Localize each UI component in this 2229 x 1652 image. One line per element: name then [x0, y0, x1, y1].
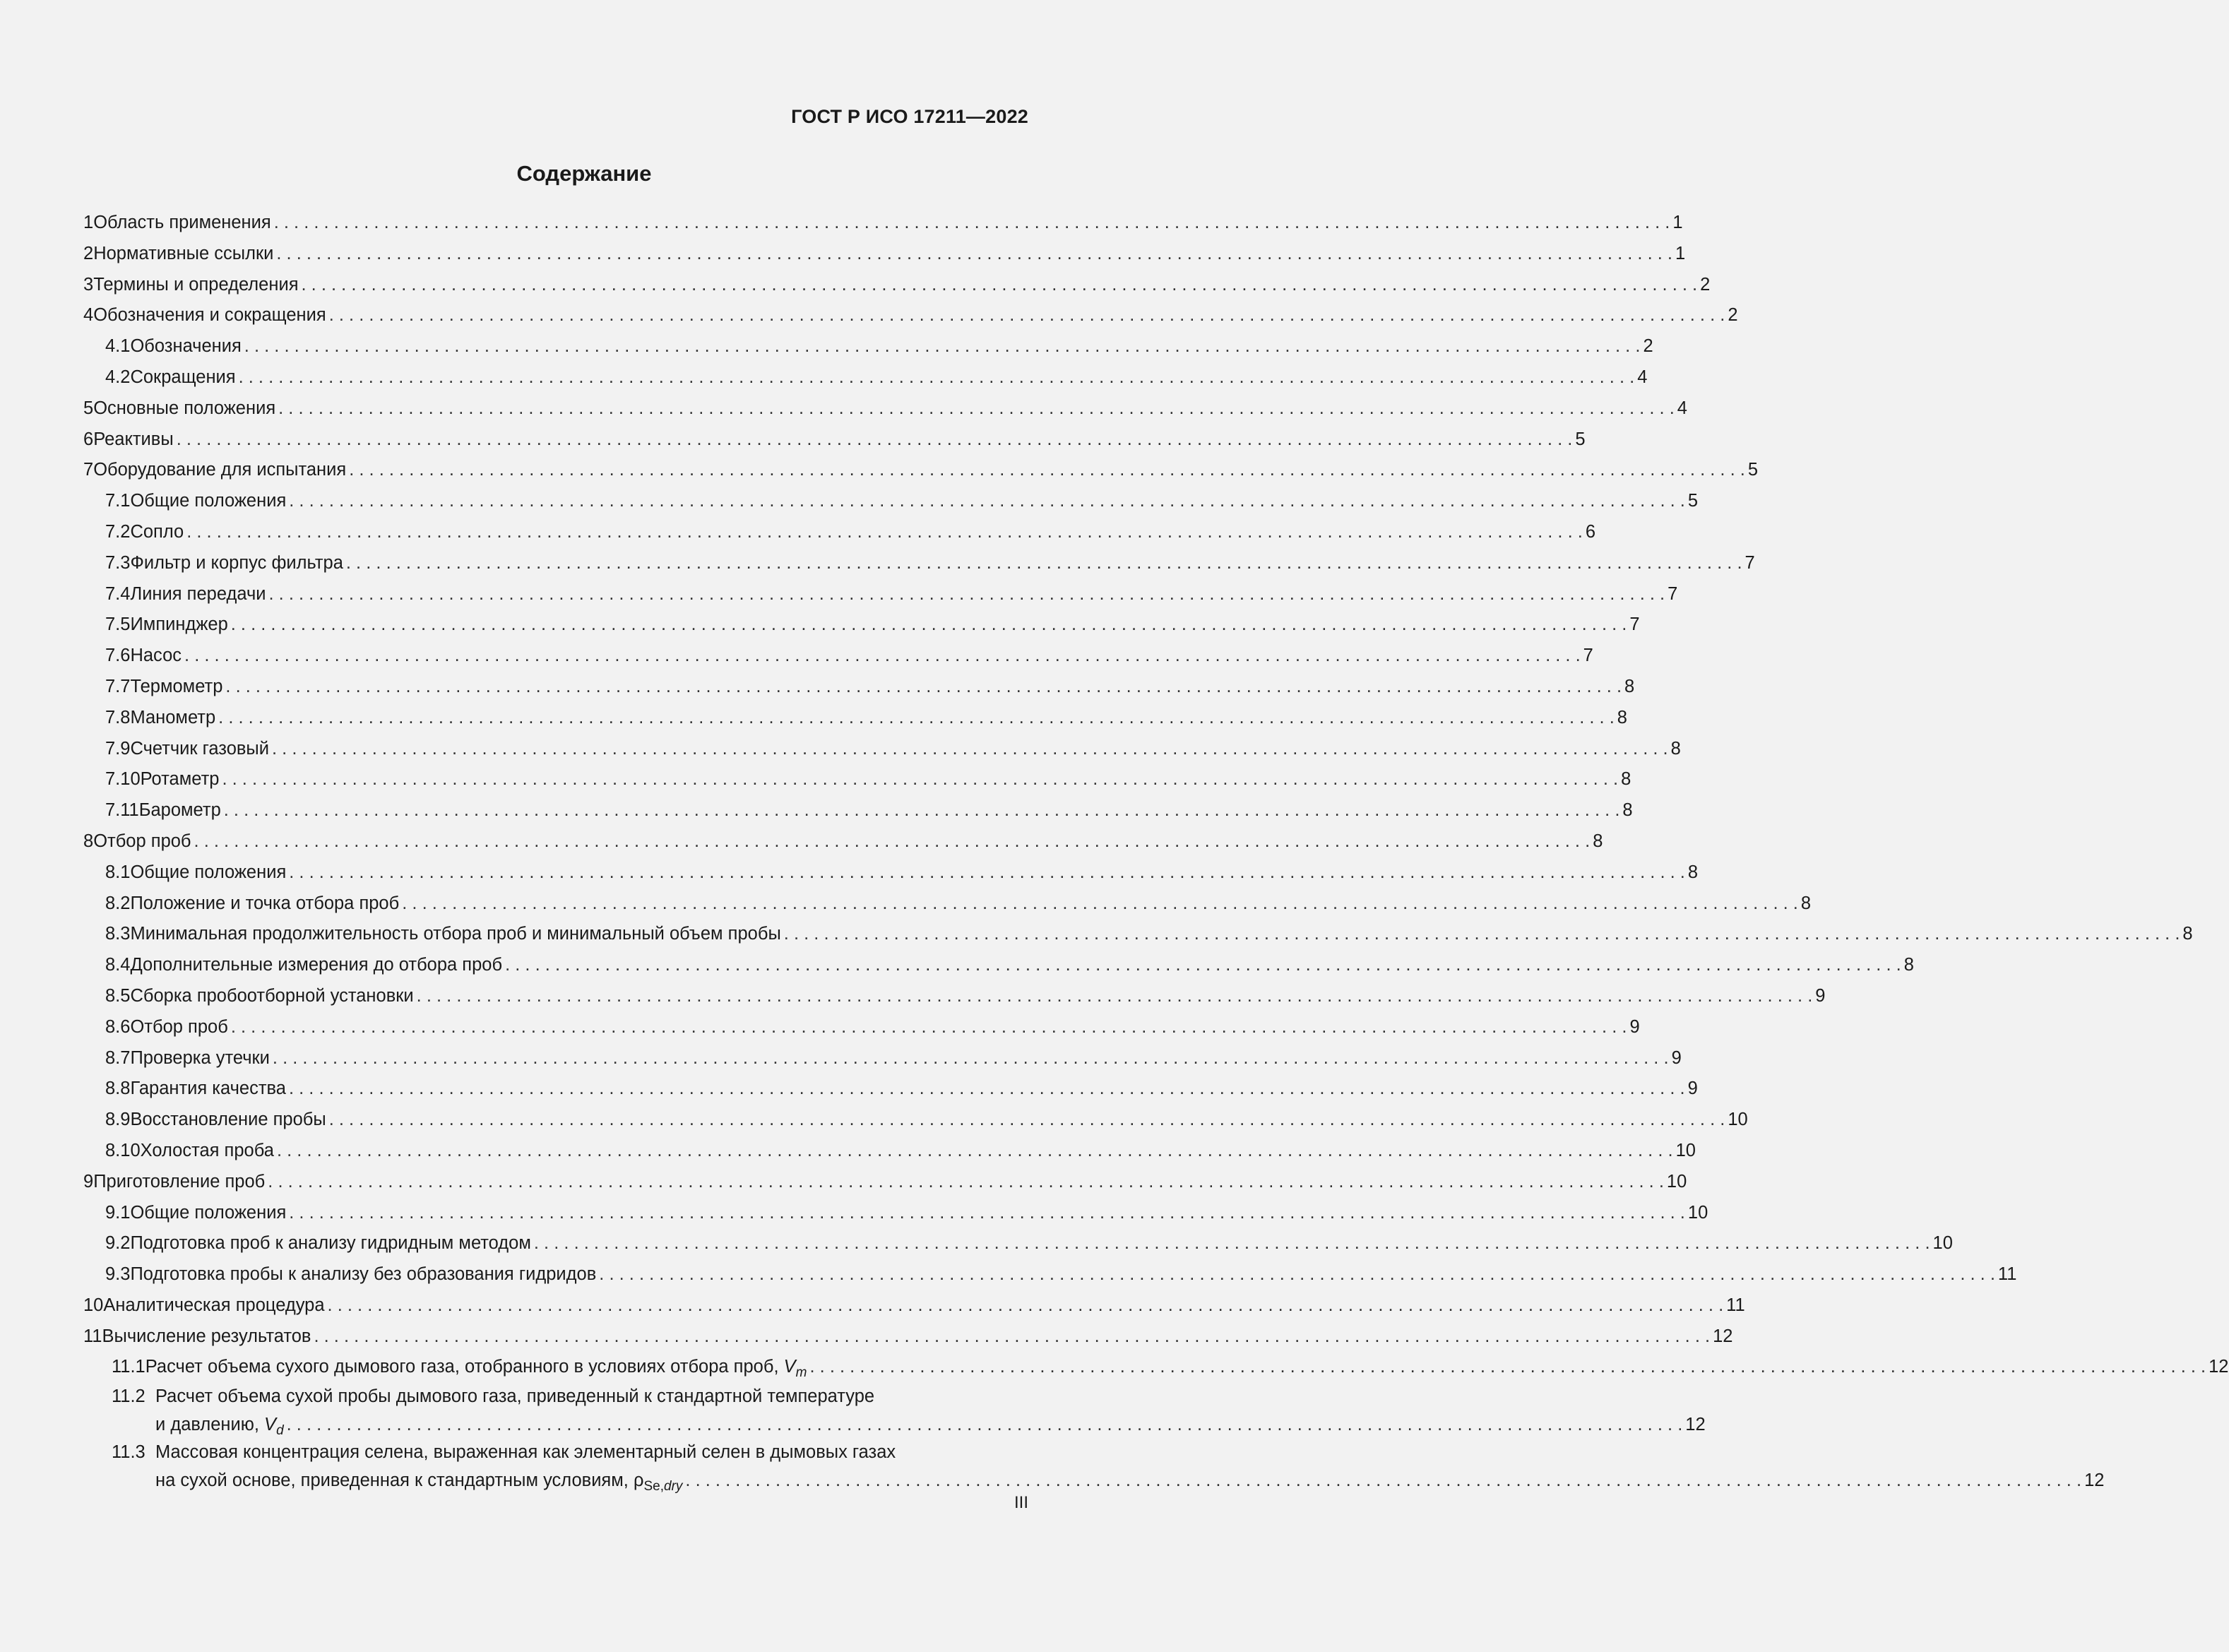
toc-leader-dots — [272, 734, 1668, 765]
toc-entry[interactable] — [83, 1105, 1748, 1136]
toc-entry[interactable] — [83, 1167, 1687, 1198]
toc-leader-dots — [534, 1228, 1930, 1259]
toc-leader-dots — [273, 1043, 1669, 1074]
toc-leader-dots — [289, 1074, 1685, 1105]
toc-entry-label: Массовая концентрация селена, выраженная как элементарный селен в дымовых газах — [155, 1442, 896, 1463]
toc-entry-number: 4 — [83, 305, 94, 326]
toc-entry-page: 7 — [1668, 583, 1678, 604]
toc-entry[interactable] — [83, 641, 1593, 672]
toc-entry[interactable] — [83, 1383, 1706, 1439]
toc-entry-page: 10 — [1687, 1202, 1708, 1223]
toc-entry-label: Дополнительные измерения до отбора проб — [130, 955, 503, 975]
toc-entry[interactable] — [83, 424, 1586, 456]
toc-entry-number: 7.11 — [105, 800, 139, 821]
toc-entry-number: 5 — [83, 398, 94, 418]
toc-entry-number: 8.3 — [105, 924, 131, 944]
toc-entry-page: 2 — [1643, 336, 1653, 357]
toc-entry[interactable] — [83, 826, 1603, 857]
table-of-contents — [83, 208, 2229, 1494]
toc-entry-number: 6 — [83, 429, 94, 449]
toc-leader-dots — [231, 610, 1627, 641]
toc-leader-dots — [184, 641, 1581, 672]
toc-entry-number: 11 — [83, 1326, 102, 1346]
toc-entry-label: Подготовка пробы к анализу без образования гидридов — [130, 1264, 597, 1285]
toc-entry-label: Положение и точка отбора проб — [130, 893, 400, 913]
toc-entry[interactable] — [83, 208, 1683, 239]
page-number: III — [1014, 1493, 1028, 1512]
toc-leader-dots — [685, 1466, 2081, 1494]
toc-entry-label: Счетчик газовый — [130, 738, 269, 759]
toc-entry-label: Общие положения — [130, 491, 287, 511]
toc-entry[interactable] — [83, 239, 1686, 270]
toc-entry-number: 3 — [83, 274, 94, 295]
toc-entry-page: 10 — [1932, 1233, 1953, 1254]
toc-entry-number: 7.2 — [105, 521, 131, 542]
toc-leader-dots — [276, 239, 1672, 270]
toc-leader-dots — [302, 270, 1698, 301]
toc-entry-page: 7 — [1583, 646, 1593, 666]
toc-leader-dots — [268, 1167, 1664, 1198]
toc-leader-dots — [289, 486, 1685, 517]
toc-leader-dots — [222, 764, 1618, 795]
toc-entry-label: Расчет объема сухой пробы дымового газа, приведенный к стандартной температуре — [155, 1386, 875, 1407]
toc-leader-dots — [417, 981, 1813, 1012]
toc-leader-dots — [287, 1410, 1683, 1439]
toc-entry-number: 9.2 — [105, 1233, 131, 1254]
toc-leader-dots — [599, 1259, 1995, 1290]
toc-entry-label: Барометр — [138, 800, 221, 821]
toc-entry-label: Нормативные ссылки — [93, 243, 274, 263]
toc-entry-label-cont: на сухой основе, приведенная к стандартным условиям, $\rho_{Se,dry}$ — [155, 1470, 683, 1494]
toc-entry-label: Отбор проб — [130, 1016, 228, 1037]
toc-entry-number: 7.10 — [105, 769, 141, 790]
toc-entry-label: Манометр — [130, 707, 216, 727]
toc-entry-page: 11 — [1997, 1264, 2017, 1285]
toc-entry-page: 8 — [1687, 862, 1699, 882]
toc-entry-number: 8.10 — [105, 1140, 141, 1160]
toc-entry-label: Насос — [130, 646, 182, 666]
toc-entry-page: 8 — [1593, 831, 1603, 851]
toc-entry[interactable] — [83, 703, 1627, 734]
toc-entry-label: Сопло — [130, 521, 184, 542]
toc-entry[interactable] — [83, 950, 1914, 981]
toc-leader-dots — [329, 300, 1725, 331]
toc-entry-number: 11.2 — [112, 1386, 145, 1407]
toc-leader-dots — [186, 517, 1583, 548]
toc-entry-label: Оборудование для испытания — [93, 460, 347, 480]
toc-entry-page: 7 — [1744, 552, 1755, 573]
toc-entry-label: Ротаметр — [140, 769, 220, 790]
toc-entry-page: 1 — [1675, 243, 1686, 263]
toc-entry-label: Холостая проба — [140, 1140, 274, 1160]
toc-entry-page: 8 — [2182, 924, 2193, 944]
toc-entry-label: Аналитическая процедура — [103, 1295, 325, 1315]
toc-entry-page: 9 — [1815, 985, 1826, 1006]
toc-entry-number: 1 — [83, 213, 94, 232]
toc-leader-dots — [239, 362, 1635, 393]
toc-leader-dots — [225, 672, 1622, 703]
toc-entry-label: Общие положения — [130, 862, 287, 882]
toc-entry-label: Сокращения — [130, 367, 236, 387]
toc-entry-label: Подготовка проб к анализу гидридным методом — [130, 1233, 531, 1254]
toc-entry-page: 2 — [1728, 305, 1738, 326]
toc-leader-dots — [402, 889, 1798, 920]
toc-entry-label-cont: и давлению, $V_d$ — [155, 1415, 284, 1439]
toc-entry-page: 8 — [1670, 738, 1681, 759]
toc-entry-page: 10 — [1675, 1140, 1696, 1160]
toc-entry-page: 11 — [1726, 1295, 1745, 1315]
toc-entry-number: 7.5 — [105, 614, 131, 635]
toc-entry-page: 4 — [1677, 398, 1687, 418]
toc-entry-page: 12 — [2209, 1357, 2229, 1377]
toc-leader-dots — [314, 1321, 1710, 1353]
toc-entry-page: 12 — [1713, 1326, 1733, 1346]
toc-entry-number: 9 — [83, 1171, 94, 1192]
toc-entry-page: 12 — [1685, 1415, 1706, 1435]
toc-entry-number: 4.2 — [105, 367, 131, 387]
toc-entry-label: Обозначения и сокращения — [93, 305, 326, 326]
toc-entry-number: 9.1 — [105, 1202, 131, 1223]
toc-entry-number: 8.4 — [105, 955, 131, 975]
toc-entry-number: 8 — [83, 831, 94, 851]
toc-entry-label: Фильтр и корпус фильтра — [130, 552, 343, 573]
toc-entry-label: Общие положения — [130, 1202, 287, 1223]
toc-entry[interactable] — [83, 393, 1687, 424]
toc-entry-label: Линия передачи — [130, 583, 266, 604]
toc-leader-dots — [278, 393, 1675, 424]
toc-entry[interactable] — [83, 1012, 1640, 1043]
toc-entry-label: Минимальная продолжительность отбора проб и минимальный объем пробы — [130, 924, 781, 944]
toc-leader-dots — [809, 1352, 2206, 1383]
toc-entry[interactable] — [83, 981, 1826, 1012]
toc-leader-dots — [329, 1105, 1725, 1136]
toc-entry-page: 8 — [1622, 800, 1633, 821]
toc-leader-dots — [274, 208, 1670, 239]
toc-leader-dots — [328, 1290, 1724, 1321]
toc-entry-number: 8.5 — [105, 985, 131, 1006]
toc-entry-number: 11.1 — [112, 1357, 145, 1377]
toc-entry[interactable] — [83, 734, 1681, 765]
toc-entry[interactable] — [83, 362, 1648, 393]
toc-entry-page: 8 — [1621, 769, 1631, 790]
toc-entry[interactable] — [83, 455, 1759, 486]
toc-entry[interactable] — [83, 270, 1711, 301]
toc-entry-number: 2 — [83, 243, 94, 263]
toc-entry-number: 8.2 — [105, 893, 131, 913]
toc-entry-number: 8.8 — [105, 1078, 131, 1099]
toc-entry-page: 8 — [1617, 707, 1627, 727]
toc-leader-dots — [218, 703, 1615, 734]
toc-entry-label: Отбор проб — [93, 831, 191, 851]
toc-entry[interactable] — [83, 1321, 1733, 1353]
toc-entry-page: 5 — [1747, 460, 1759, 480]
toc-leader-dots — [784, 919, 2180, 950]
toc-leader-dots — [224, 795, 1620, 826]
toc-entry[interactable] — [83, 1136, 1696, 1167]
toc-entry-number: 7 — [83, 460, 94, 480]
toc-entry[interactable] — [83, 579, 1678, 610]
toc-entry-label: Восстановление пробы — [130, 1110, 326, 1130]
toc-entry[interactable] — [83, 795, 1633, 826]
toc-leader-dots — [349, 455, 1745, 486]
toc-entry-page: 6 — [1585, 521, 1596, 542]
toc-leader-dots — [244, 331, 1641, 362]
toc-entry-number: 7.9 — [105, 738, 131, 759]
toc-entry[interactable] — [83, 672, 1635, 703]
toc-entry[interactable] — [83, 331, 1653, 362]
toc-entry[interactable] — [83, 486, 1699, 517]
toc-entry-page: 10 — [1666, 1171, 1687, 1192]
toc-entry[interactable] — [83, 1043, 1682, 1074]
toc-entry[interactable] — [83, 919, 2193, 950]
toc-leader-dots — [231, 1012, 1627, 1043]
toc-entry-page: 1 — [1672, 213, 1683, 232]
toc-leader-dots — [505, 950, 1901, 981]
toc-entry-page: 4 — [1637, 367, 1648, 387]
toc-entry[interactable] — [83, 517, 1596, 548]
toc-entry[interactable] — [83, 300, 1738, 331]
toc-entry-number: 8.6 — [105, 1016, 131, 1037]
toc-entry-label: Термометр — [130, 676, 223, 696]
toc-entry-number: 4.1 — [105, 336, 131, 357]
toc-leader-dots — [289, 1198, 1685, 1229]
toc-entry-number: 9.3 — [105, 1264, 131, 1285]
toc-entry-label: Основные положения — [93, 398, 276, 418]
toc-entry-label: Импинджер — [130, 614, 228, 635]
toc-entry-number: 11.3 — [112, 1442, 145, 1463]
toc-entry-label: Реактивы — [93, 429, 174, 449]
toc-entry[interactable] — [83, 548, 1755, 579]
toc-entry-page: 9 — [1671, 1047, 1682, 1068]
toc-entry-number: 8.7 — [105, 1047, 131, 1068]
toc-entry-number: 10 — [83, 1295, 104, 1315]
toc-entry-number: 7.1 — [105, 491, 131, 511]
toc-entry[interactable] — [83, 1198, 1708, 1229]
toc-entry-label: Расчет объема сухого дымового газа, отобранного в условиях отбора проб, $V_m$ — [145, 1357, 807, 1381]
toc-entry[interactable] — [83, 889, 1812, 920]
toc-leader-dots — [277, 1136, 1673, 1167]
toc-entry-page: 9 — [1629, 1016, 1640, 1037]
toc-entry[interactable] — [83, 1228, 1953, 1259]
toc-entry-label: Сборка пробоотборной установки — [130, 985, 414, 1006]
toc-leader-dots — [268, 579, 1665, 610]
toc-leader-dots — [177, 424, 1573, 456]
toc-entry-page: 2 — [1700, 274, 1711, 295]
toc-entry[interactable] — [83, 764, 1631, 795]
toc-entry[interactable] — [83, 1439, 2105, 1494]
toc-entry-page: 7 — [1629, 614, 1640, 635]
toc-entry-page: 8 — [1624, 676, 1635, 696]
toc-entry-label: Приготовление проб — [93, 1171, 266, 1192]
toc-entry[interactable] — [83, 857, 1699, 889]
toc-entry-number: 8.1 — [105, 862, 131, 882]
toc-entry[interactable] — [83, 610, 1640, 641]
toc-entry[interactable] — [83, 1290, 1745, 1321]
toc-entry-number: 7.6 — [105, 646, 131, 666]
toc-entry-label: Обозначения — [130, 336, 242, 357]
toc-leader-dots — [346, 548, 1742, 579]
toc-entry-label: Термины и определения — [93, 274, 299, 295]
toc-entry-page: 5 — [1687, 491, 1699, 511]
toc-entry[interactable] — [83, 1352, 2229, 1383]
toc-entry-number: 7.4 — [105, 583, 131, 604]
toc-entry-page: 8 — [1903, 955, 1914, 975]
toc-entry-page: 9 — [1687, 1078, 1698, 1099]
toc-entry-label: Проверка утечки — [130, 1047, 270, 1068]
toc-entry[interactable] — [83, 1259, 2017, 1290]
page-title: Содержание — [516, 161, 652, 186]
toc-leader-dots — [194, 826, 1591, 857]
toc-entry-page: 12 — [2084, 1470, 2105, 1491]
toc-entry-number: 8.9 — [105, 1110, 131, 1130]
toc-entry-number: 7.7 — [105, 676, 131, 696]
document-id: ГОСТ Р ИСО 17211—2022 — [791, 106, 1028, 127]
toc-entry-number: 7.8 — [105, 707, 131, 727]
toc-entry-label: Вычисление результатов — [102, 1326, 311, 1346]
toc-entry-number: 7.3 — [105, 552, 131, 573]
toc-entry-label: Гарантия качества — [130, 1078, 286, 1099]
toc-entry-label: Область применения — [93, 213, 271, 232]
toc-entry-page: 10 — [1728, 1110, 1748, 1130]
toc-entry[interactable] — [83, 1074, 1698, 1105]
toc-entry-page: 8 — [1800, 893, 1812, 913]
toc-entry-page: 5 — [1575, 429, 1586, 449]
toc-leader-dots — [289, 857, 1685, 889]
